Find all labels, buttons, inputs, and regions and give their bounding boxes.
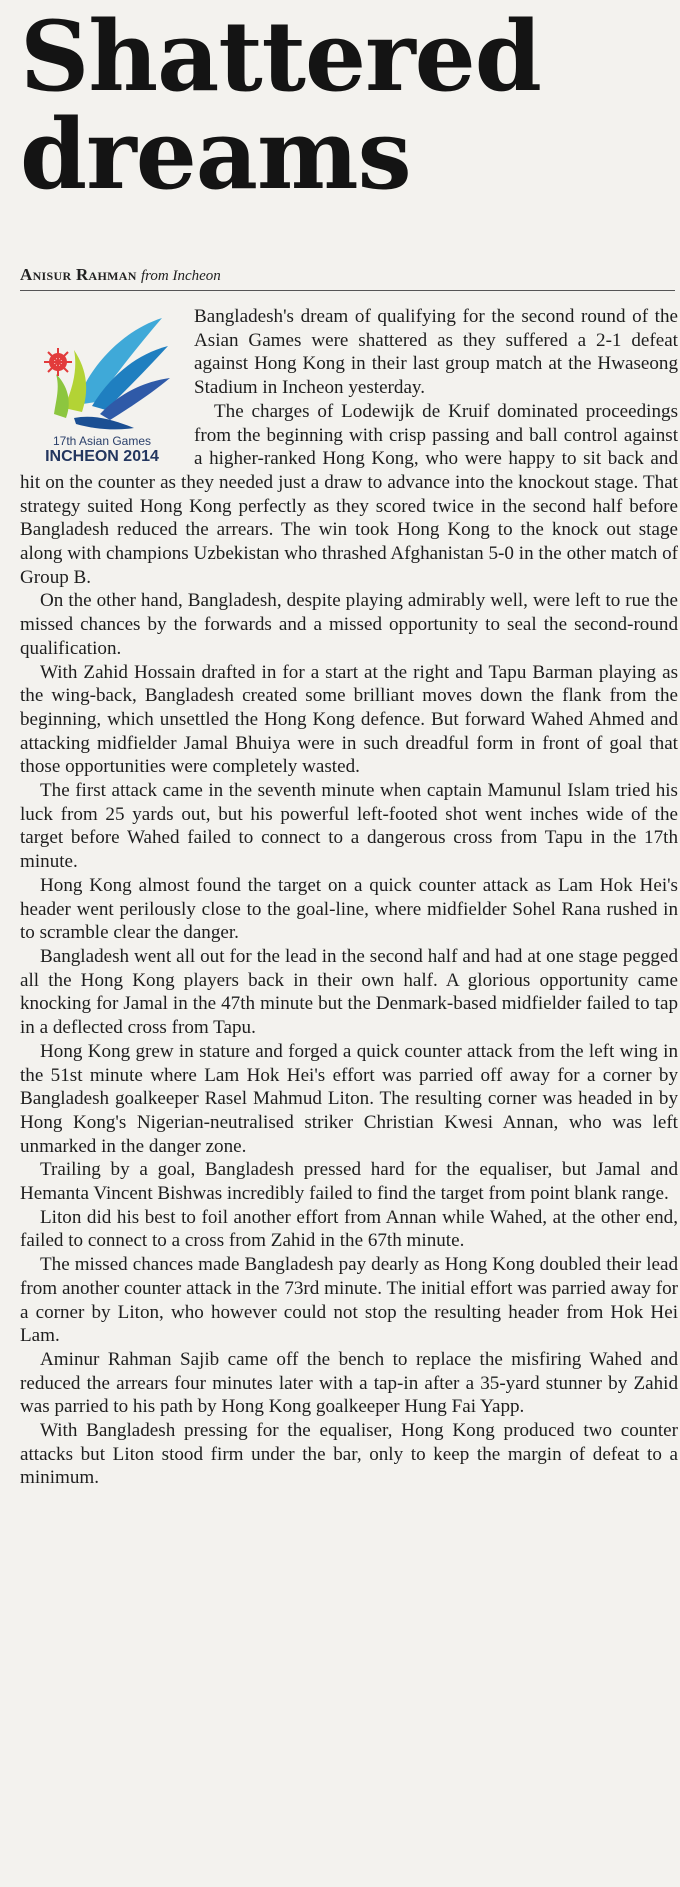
byline-author: Anisur Rahman bbox=[20, 265, 137, 284]
paragraph: The first attack came in the seventh minute when captain Mamunul Islam tried his luck from 25 yards out, but his powerful left-footed shot went inches wide of the target before Wahed failed to connect to a dangerous cross from Tapu in the 17th minute. bbox=[20, 780, 678, 873]
paragraph: Aminur Rahman Sajib came off the bench to replace the misfiring Wahed and reduced the arrears four minutes later with a tap-in after a 35-yard stunner by Zahid was parried to his path by Hong Kong goalkeeper Hung Fai Yapp. bbox=[20, 1348, 678, 1418]
paragraph: The missed chances made Bangladesh pay dearly as Hong Kong doubled their lead from another counter attack in the 73rd minute. The initial effort was parried away for a corner by Liton, who however could not stop the resulting header from Hok Hei Lam. bbox=[20, 1254, 678, 1347]
paragraph: Hong Kong almost found the target on a quick counter attack as Lam Hok Hei's header went perilously close to the goal-line, where midfielder Sohel Rana rushed in to scramble clear the danger. bbox=[20, 874, 678, 944]
paragraph: The charges of Lodewijk de Kruif dominated proceedings from the beginning with crisp passing and ball control against a higher-ranked Hong Kong, who were happy to sit back and hit on the counter as they needed just a draw to advance into the knockout stage. That strategy suited Hong Kong perfectly as they scored twice in the second half before Bangladesh reduced the arrears. The win took Hong Kong to the knock out stage along with champions Uzbekistan who thrashed Afghanistan 5-0 in the other match of Group B. bbox=[20, 400, 678, 588]
logo-float-spacer bbox=[20, 305, 188, 467]
paragraph: Liton did his best to foil another effort from Annan while Wahed, at the other end, failed to connect to a cross from Zahid in the 67th minute. bbox=[20, 1206, 678, 1252]
byline bbox=[20, 265, 221, 285]
paragraph: Trailing by a goal, Bangladesh pressed hard for the equaliser, but Jamal and Hemanta Vincent Bishwas incredibly failed to find the target from point blank range. bbox=[20, 1159, 678, 1205]
paragraph: Bangladesh's dream of qualifying for the second round of the Asian Games were shattered as they suffered a 2-1 defeat against Hong Kong in their last group match at the Hwaseong Stadium in Incheon yesterday. bbox=[194, 306, 678, 399]
logo-event-name: 17th Asian Games bbox=[52, 434, 152, 448]
paragraph: With Bangladesh pressing for the equaliser, Hong Kong produced two counter attacks but Liton stood firm under the bar, only to keep the margin of defeat to a minimum. bbox=[20, 1420, 678, 1489]
paragraph: On the other hand, Bangladesh, despite playing admirably well, were left to rue the missed chances by the forwards and a missed opportunity to seal the second-round qualification. bbox=[20, 590, 678, 659]
article-body bbox=[20, 305, 678, 1490]
logo-city-name: INCHEON 2014 bbox=[45, 448, 159, 465]
paragraph: With Zahid Hossain drafted in for a start at the right and Tapu Barman playing as the wing-back, Bangladesh created some brilliant moves down the flank from the beginning, which unsettled the Hong Kong defence. But forward Wahed Ahmed and attacking midfielder Jamal Bhuiya were in such dreadful form in front of goal that those opportunities were completely wasted. bbox=[20, 661, 678, 778]
paragraph: Hong Kong grew in stature and forged a quick counter attack from the left wing in the 51st minute where Lam Hok Hei's effort was parried off away for a corner by Bangladesh goalkeeper Rasel Mahmud Liton. The resulting corner was headed in by Hong Kong's Nigerian-neutralised striker Christian Kwesi Annan, who was left unmarked in the danger zone. bbox=[20, 1040, 678, 1157]
paragraph: Bangladesh went all out for the lead in the second half and had at one stage pegged all the Hong Kong players back in their own half. A glorious opportunity came knocking for Jamal in the 47th minute but the Denmark-based midfielder failed to tap in a deflected cross from Tapu. bbox=[20, 945, 678, 1039]
byline-divider bbox=[20, 290, 675, 291]
byline-location: from Incheon bbox=[140, 268, 221, 284]
headline: Shattered dreams bbox=[20, 0, 541, 211]
